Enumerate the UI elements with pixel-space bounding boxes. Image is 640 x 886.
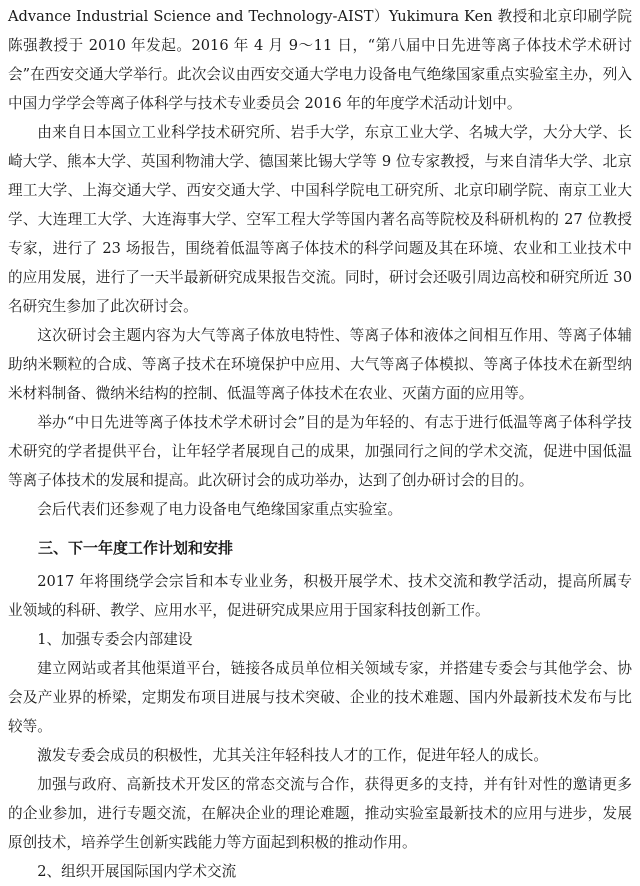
paragraph-topics: 这次研讨会主题内容为大气等离子体放电特性、等离子体和液体之间相互作用、等离子体辅助纳米颗粒的合成、等离子技术在环境保护中应用、大气等离子体模拟、等离子体技术在新型纳米材料制备、微纳米结构的控制、低温等离子体技术在农业、灭菌方面的应用等。 xyxy=(8,327,632,402)
section-heading: 三、下一年度工作计划和安排 xyxy=(38,539,234,557)
paragraph-lab-visit: 会后代表们还参观了电力设备电气绝缘国家重点实验室。 xyxy=(37,501,403,518)
paragraph-participants: 由来自日本国立工业科学技术研究所、岩手大学，东京工业大学、名城大学，大分大学、长崎大学、熊本大学、英国利物浦大学、德国莱比锡大学等 9 位专家教授，与来自清华大学、北京理工大学、上海交通大学、西安交通大学、中国科学院电工研究所、北京印刷学院、南京工业大学、大连理工大学、大连海事大学、空军工程大学等国内著名高等院校及科研机构的 27 位教授专家，进行了 23 场报告，围绕着低温等离子体技术的科学问题及其在环境、农业和工业技术中的应用发展，进行了一天半最新研究成果报告交流。同时，研讨会还吸引周边高校和研究所近 30 名研究生参加了此次研讨会。 xyxy=(8,124,632,315)
paragraph-symposium-origin: Advance Industrial Science and Technology-AIST）Yukimura Ken 教授和北京印刷学院陈强教授于 2010 年发起。2016 年 4 月 9～11 日，“第八届中日先进等离子体技术学术研讨会”在西安交通大学举行。此次会议由西安交通大学电力设备电气绝缘国家重点实验室主办，列入中国力学学会等离子体科学与技术专业委员会 2016 年的年度学术活动计划中。 xyxy=(8,8,632,112)
subheading-academic-exchange: 2、组织开展国际国内学术交流 xyxy=(37,863,237,880)
paragraph-plan-overview: 2017 年将围绕学会宗旨和本专业业务，积极开展学术、技术交流和教学活动，提高所属专业领域的科研、教学、应用水平，促进研究成果应用于国家科技创新工作。 xyxy=(8,573,632,619)
paragraph-young-talent: 激发专委会成员的积极性，尤其关注年轻科技人才的工作，促进年轻人的成长。 xyxy=(37,747,548,764)
subheading-internal-building: 1、加强专委会内部建设 xyxy=(37,631,193,648)
paragraph-website-platform: 建立网站或者其他渠道平台，链接各成员单位相关领域专家，并搭建专委会与其他学会、协会及产业界的桥梁，定期发布项目进展与技术突破、企业的技术难题、国内外最新技术发布与比较等。 xyxy=(8,660,632,735)
paragraph-government-cooperation: 加强与政府、高新技术开发区的常态交流与合作，获得更多的支持，并有针对性的邀请更多的企业参加，进行专题交流，在解决企业的理论难题，推动实验室最新技术的应用与进步，发展原创技术，培养学生创新实践能力等方面起到积极的推动作用。 xyxy=(8,776,632,851)
paragraph-purpose: 举办“中日先进等离子体技术学术研讨会”目的是为年轻的、有志于进行低温等离子体科学技术研究的学者提供平台，让年轻学者展现自己的成果，加强同行之间的学术交流，促进中国低温等离子体技术的发展和提高。此次研讨会的成功举办，达到了创办研讨会的目的。 xyxy=(8,414,632,489)
